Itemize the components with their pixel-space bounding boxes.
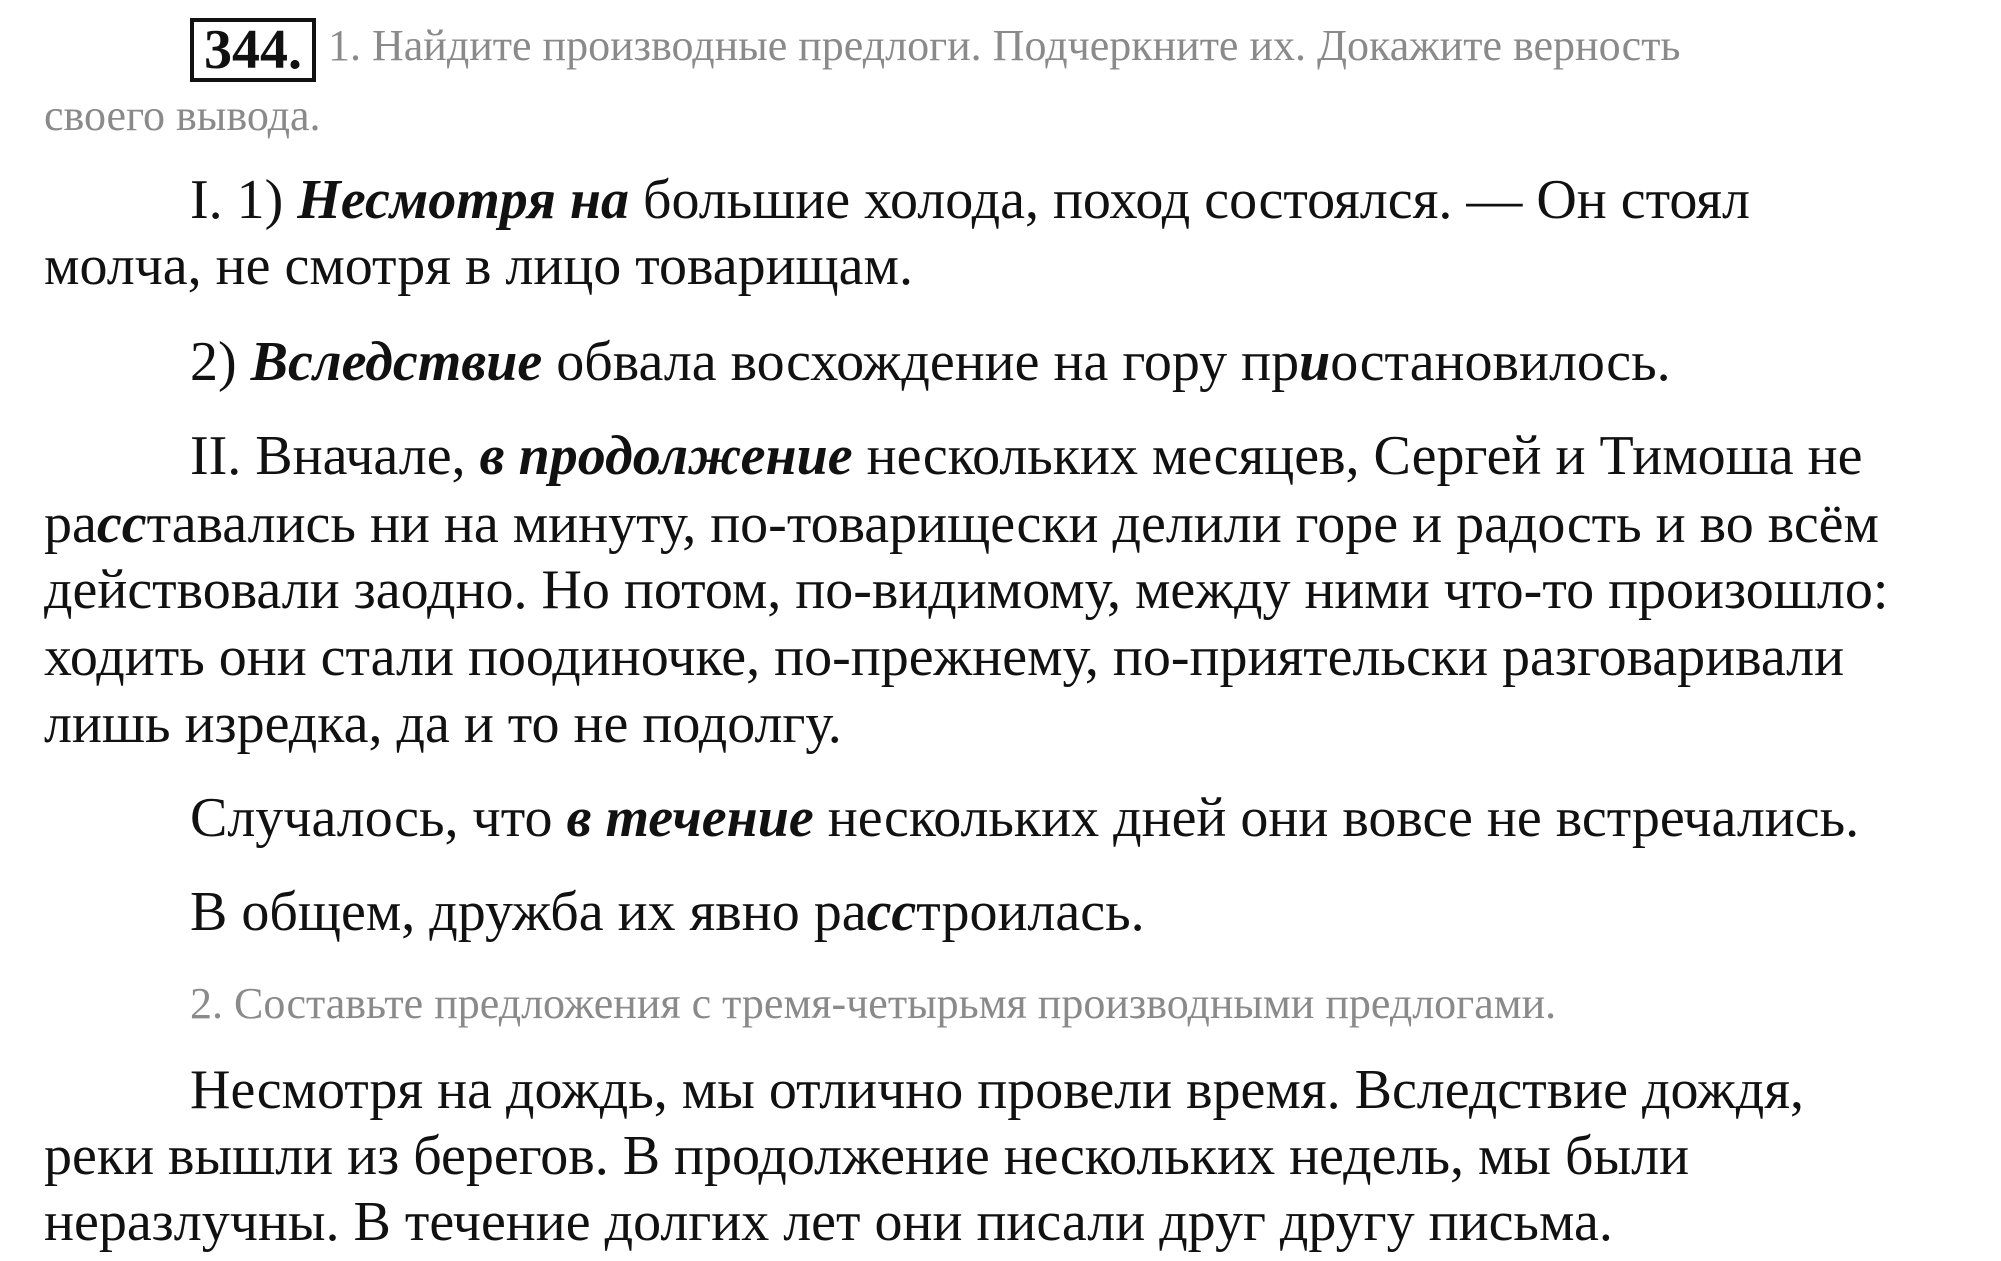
part2-line1 [190,424,1862,488]
task2-text: 2. Составьте предложения с тремя-четырьмя производными предлогами. [190,979,1557,1028]
preposition-highlight: Несмотря на [297,169,629,231]
part2-l6-rest: нескольких дней они вовсе не встречались. [813,787,1860,849]
part2-l2-b: тавались ни на минуту, по-товарищески делили горе и радость и во всём [146,493,1879,555]
part1-s2-rest-b: остановилось. [1330,331,1671,393]
part1-sentence1-line2: молча, не смотря в лицо товарищам. [44,235,913,297]
part2-line3: действовали заодно. Но потом, по-видимому, между ними что-то произошло: [44,559,1889,621]
task1-text: 1. Найдите производные предлоги. Подчеркните их. Докажите верность [328,21,1681,71]
part2-line5: лишь изредка, да и то не подолгу. [44,693,842,755]
answer-line1: Несмотря на дождь, мы отлично провели время. Вследствие дождя, [190,1059,1804,1121]
part2-l2-a: ра [44,493,97,555]
orthogram-highlight: сс [866,881,917,943]
answer-line3: неразлучны. В течение долгих лет они писали друг другу письма. [44,1191,1613,1253]
part2-line7 [190,880,1145,944]
exercise-number: 344. [190,18,316,82]
part2-l1-prefix: II. Вначале, [190,425,480,487]
task1-line1 [190,18,1680,82]
part1-s1-rest: большие холода, поход состоялся. — Он стоял [628,169,1750,231]
part2-l7-a: В общем, дружба их явно ра [190,881,867,943]
part2-line2 [44,492,1879,556]
orthogram-highlight: и [1299,331,1331,393]
preposition-highlight: Вследствие [250,331,543,393]
orthogram-highlight: сс [96,493,147,555]
preposition-highlight: в течение [566,787,814,849]
preposition-highlight: в продолжение [479,425,853,487]
part1-s2-rest-a: обвала восхождение на гору пр [542,331,1300,393]
part2-line4: ходить они стали поодиночке, по-прежнему, по-приятельски разговаривали [44,626,1845,688]
part1-sentence2 [190,330,1671,394]
part2-l6-prefix: Случалось, что [190,787,567,849]
part2-l1-rest: нескольких месяцев, Сергей и Тимоша не [852,425,1863,487]
part1-sentence1-line1 [190,168,1750,232]
part2-line6 [190,786,1859,850]
task1-line2: своего вывода. [44,91,321,140]
part2-l7-b: троилась. [916,881,1145,943]
part1-s1-prefix: I. 1) [190,169,298,231]
answer-line2: реки вышли из берегов. В продолжение нескольких недель, мы были [44,1125,1690,1187]
part1-s2-prefix: 2) [190,331,251,393]
